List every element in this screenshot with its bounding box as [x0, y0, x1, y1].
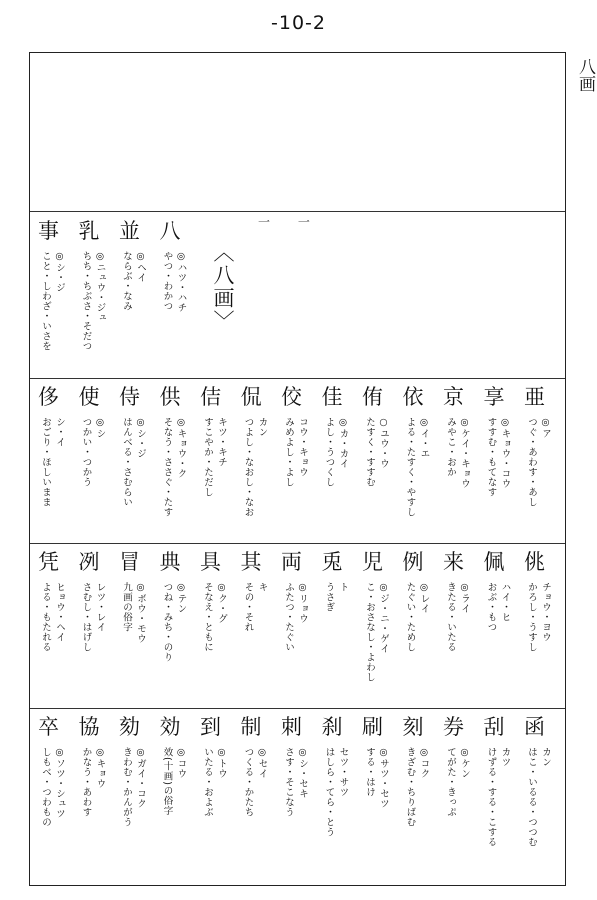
readings [81, 747, 106, 817]
kanji-entry [38, 219, 76, 351]
kanji-character: 児 [362, 550, 383, 574]
on-reading: ハイ・ヒ [499, 582, 511, 622]
kun-reading: きわむ・かんがう [121, 747, 132, 827]
kanji-entry [119, 219, 157, 311]
readings [162, 747, 187, 815]
on-reading: ◎イ・エ [418, 417, 430, 459]
kanji-entry [38, 385, 76, 507]
on-reading: ◎ニュウ・ジュ [94, 251, 106, 323]
kanji-character: 例 [402, 550, 424, 574]
kanji-character: 制 [240, 715, 262, 739]
kanji-character: 並 [119, 219, 140, 243]
side-label: 八画 [575, 58, 595, 92]
on-reading: キ [256, 582, 268, 592]
readings [121, 747, 146, 827]
kun-reading: 九画の俗字 [121, 582, 132, 632]
kanji-character: 卒 [38, 715, 59, 739]
kanji-entry [78, 219, 117, 351]
kun-reading: ふたつ・たぐい [283, 582, 294, 652]
readings [243, 417, 268, 517]
kanji-entry [402, 715, 441, 827]
kanji-character: 八 [159, 219, 181, 243]
kun-reading: いたる・およぶ [202, 747, 213, 817]
readings [364, 582, 389, 682]
kun-reading: すこやか・ただし [202, 417, 213, 497]
on-reading: カン [540, 747, 551, 767]
readings [364, 417, 389, 487]
kanji-entry [78, 715, 117, 817]
kanji-character: 依 [402, 385, 424, 409]
readings [324, 417, 349, 487]
kanji-entry [200, 715, 238, 817]
kun-reading: はしら・てら・とう [323, 747, 335, 837]
kun-reading: 效(十画)の俗字 [161, 747, 173, 816]
kun-reading: おぶ・もつ [485, 582, 497, 632]
kanji-character: 劾 [119, 715, 140, 739]
kun-reading: かろし・うすし [526, 582, 537, 652]
kanji-character: 佼 [281, 385, 302, 409]
readings [81, 417, 106, 487]
readings [486, 747, 511, 847]
on-reading: ◎ケイ・キョウ [459, 417, 470, 489]
kun-reading: きたる・いたる [445, 582, 456, 652]
readings [526, 582, 551, 652]
on-reading: ◎シ [94, 417, 106, 439]
on-reading: ◎ク・グ [216, 582, 227, 624]
on-reading: ◎トウ [216, 747, 227, 779]
on-reading: ◎キョウ・ク [175, 417, 187, 479]
readings [81, 582, 106, 652]
on-reading: ◎キョウ [94, 747, 106, 789]
on-reading: レツ・レイ [94, 582, 106, 632]
on-reading: ◎ライ [459, 582, 470, 614]
kanji-entry [524, 550, 562, 652]
readings [202, 747, 227, 817]
kanji-character: 両 [281, 550, 302, 574]
kun-reading: たすく・すすむ [364, 417, 375, 487]
kanji-character: 凭 [38, 550, 59, 574]
kun-reading: はこ・いるる・つつむ [526, 747, 537, 847]
kun-reading: よし・うつくし [323, 417, 335, 487]
on-reading: カン [256, 417, 268, 437]
kanji-character: 京 [443, 385, 464, 409]
on-reading: ◎シ・ジ [54, 251, 65, 293]
kun-reading: おごり・ほしいまま [40, 417, 51, 507]
kun-reading: こ・おさなし・よわし [364, 582, 375, 682]
on-reading: ◎キョウ・コウ [499, 417, 511, 489]
kanji-entry [119, 385, 157, 507]
kanji-entry [362, 715, 400, 809]
kanji-entry [38, 550, 76, 652]
kanji-character: 来 [443, 550, 464, 574]
on-reading: チョウ・ヨウ [540, 582, 551, 642]
on-reading: ヒョウ・ヘイ [54, 582, 65, 642]
readings [121, 582, 146, 644]
on-reading: コウ・キョウ [297, 417, 308, 477]
kanji-character: 冒 [119, 550, 140, 574]
kanji-entry [159, 385, 198, 517]
kun-reading: する・はけ [364, 747, 375, 797]
kanji-character: 侈 [38, 385, 59, 409]
on-reading: ◎ジ・ニ・ゲイ [378, 582, 389, 654]
readings [324, 747, 349, 837]
readings [526, 747, 551, 847]
kanji-character: 侃 [240, 385, 262, 409]
readings [40, 747, 65, 827]
on-reading: ◎リョウ [297, 582, 308, 624]
kun-reading: ちち・ちぶさ・そだつ [80, 251, 92, 351]
kanji-entry [200, 385, 238, 497]
on-reading: ◎コク [418, 747, 430, 779]
kanji-entry [321, 550, 360, 612]
kanji-character: 使 [78, 385, 100, 409]
readings [202, 582, 227, 652]
on-reading: ◎ヘイ [135, 251, 146, 283]
readings [486, 582, 511, 632]
kanji-entry [483, 715, 522, 847]
kun-reading: みめよし・よし [283, 417, 294, 487]
kanji-character: 乳 [78, 219, 100, 243]
kun-reading: つね・みち・のり [161, 582, 173, 662]
kun-reading: そなえ・ともに [202, 582, 213, 652]
kanji-character: 到 [200, 715, 221, 739]
kanji-entry [362, 385, 400, 487]
kanji-character: 刺 [281, 715, 302, 739]
kanji-entry [443, 385, 481, 489]
readings [162, 582, 187, 662]
kanji-character: 効 [159, 715, 181, 739]
kanji-entry [240, 385, 279, 517]
kanji-character: 侑 [362, 385, 383, 409]
kun-reading: すすむ・もてなす [485, 417, 497, 497]
on-reading: ○ユウ・ウ [378, 417, 389, 469]
readings [405, 582, 430, 652]
kanji-character: 券 [443, 715, 464, 739]
readings [162, 417, 187, 517]
kun-reading: しもべ・つわもの [40, 747, 51, 827]
divider [30, 211, 565, 212]
readings [445, 582, 470, 652]
kanji-character: 刮 [483, 715, 505, 739]
divider [30, 543, 565, 544]
kanji-character: 佳 [321, 385, 343, 409]
kanji-character: 兎 [321, 550, 343, 574]
kanji-entry [78, 550, 117, 652]
kanji-entry [159, 715, 198, 816]
kun-reading: よる・もたれる [40, 582, 51, 652]
kun-reading: よる・たすく・やすし [404, 417, 416, 517]
on-reading: ◎セイ [256, 747, 268, 779]
top-dashes: 一 一 [258, 215, 322, 229]
readings [445, 747, 470, 817]
kanji-entry [281, 715, 319, 817]
readings [364, 747, 389, 809]
kanji-character: 供 [159, 385, 181, 409]
readings [162, 251, 187, 313]
kanji-character: 刹 [321, 715, 343, 739]
kun-reading: けずる・する・こする [485, 747, 497, 847]
kanji-character: 協 [78, 715, 100, 739]
kun-reading: みやこ・おか [445, 417, 456, 477]
readings [40, 251, 65, 351]
readings [81, 251, 106, 351]
on-reading: ◎シ・ジ [135, 417, 146, 459]
readings [243, 582, 268, 632]
kanji-entry [443, 715, 481, 817]
kanji-entry [159, 219, 198, 313]
kanji-entry [402, 550, 441, 652]
readings [405, 417, 430, 517]
kanji-entry [119, 715, 157, 827]
on-reading: ◎カ・カイ [337, 417, 349, 469]
on-reading: ◎レイ [418, 582, 430, 614]
on-reading: キツ・キチ [216, 417, 227, 467]
readings [40, 417, 65, 507]
on-reading: セツ・サツ [337, 747, 349, 797]
on-reading: ト [337, 582, 349, 592]
on-reading: ◎シ・セキ [297, 747, 308, 799]
on-reading: カツ [499, 747, 511, 767]
kun-reading: やつ・わかつ [161, 251, 173, 311]
kanji-entry [200, 550, 238, 652]
kun-reading: きざむ・ちりばむ [404, 747, 416, 827]
kanji-character: 佩 [483, 550, 505, 574]
on-reading: ◎サツ・セツ [378, 747, 389, 809]
kun-reading: うさぎ [323, 582, 335, 612]
kanji-character: 函 [524, 715, 545, 739]
kanji-entry [119, 550, 157, 644]
kanji-character: 亜 [524, 385, 545, 409]
readings [283, 747, 308, 817]
kanji-entry [159, 550, 198, 662]
readings [202, 417, 227, 497]
on-reading: ◎ハツ・ハチ [175, 251, 187, 313]
on-reading: ◎ケン [459, 747, 470, 779]
readings [324, 582, 349, 612]
section-heading: 〈八画〉 [211, 241, 235, 333]
kanji-character: 典 [159, 550, 181, 574]
kanji-entry [281, 550, 319, 652]
kun-reading: こと・しわざ・いさを [40, 251, 51, 351]
kun-reading: つくる・かたち [242, 747, 254, 817]
on-reading: ◎ガイ・コク [135, 747, 146, 809]
on-reading: ◎コウ [175, 747, 187, 779]
kanji-entry [524, 385, 562, 507]
kanji-character: 其 [240, 550, 262, 574]
kun-reading: たぐい・ためし [404, 582, 416, 652]
kun-reading: さむし・はげし [80, 582, 92, 652]
kanji-character: 冽 [78, 550, 100, 574]
readings [283, 417, 308, 487]
kun-reading: ならぶ・なみ [121, 251, 132, 311]
kanji-character: 事 [38, 219, 59, 243]
readings [405, 747, 430, 827]
readings [526, 417, 551, 507]
readings [40, 582, 65, 652]
kanji-character: 享 [483, 385, 505, 409]
kanji-entry [483, 550, 522, 632]
kanji-entry [443, 550, 481, 652]
kanji-entry [38, 715, 76, 827]
on-reading: ◎ソツ・シュツ [54, 747, 65, 819]
kanji-entry [362, 550, 400, 682]
kanji-entry [524, 715, 562, 847]
kanji-entry [240, 550, 279, 632]
on-reading: ◎テン [175, 582, 187, 614]
readings [486, 417, 511, 497]
readings [445, 417, 470, 489]
divider [30, 708, 565, 709]
kun-reading: そなう・ささぐ・たす [161, 417, 173, 517]
readings [121, 251, 146, 311]
readings [243, 747, 268, 817]
kun-reading: かなう・あわす [80, 747, 92, 817]
readings [121, 417, 146, 507]
kanji-entry [321, 385, 360, 487]
page-number: -10-2 [271, 12, 326, 34]
kanji-entry [78, 385, 117, 487]
kun-reading: つぐ・あわす・あし [526, 417, 537, 507]
on-reading: ◎ア [540, 417, 551, 439]
kun-reading: つかい・つかう [80, 417, 92, 487]
kun-reading: つよし・なおし・なお [242, 417, 254, 517]
kanji-entry [321, 715, 360, 837]
kanji-character: 侍 [119, 385, 140, 409]
readings [283, 582, 308, 652]
kanji-character: 刷 [362, 715, 383, 739]
kun-reading: その・それ [242, 582, 254, 632]
kanji-character: 具 [200, 550, 221, 574]
kanji-character: 佶 [200, 385, 221, 409]
kun-reading: さす・そこなう [283, 747, 294, 817]
kanji-entry [402, 385, 441, 517]
kanji-entry [281, 385, 319, 487]
kanji-character: 佻 [524, 550, 545, 574]
kun-reading: はんべる・さむらい [121, 417, 132, 507]
kanji-entry [483, 385, 522, 497]
kanji-character: 刻 [402, 715, 424, 739]
kanji-entry [240, 715, 279, 817]
kun-reading: てがた・きっぷ [445, 747, 456, 817]
divider [30, 378, 565, 379]
on-reading: シ・イ [54, 417, 65, 447]
document-frame [29, 52, 566, 886]
on-reading: ◎ボウ・モウ [135, 582, 146, 644]
